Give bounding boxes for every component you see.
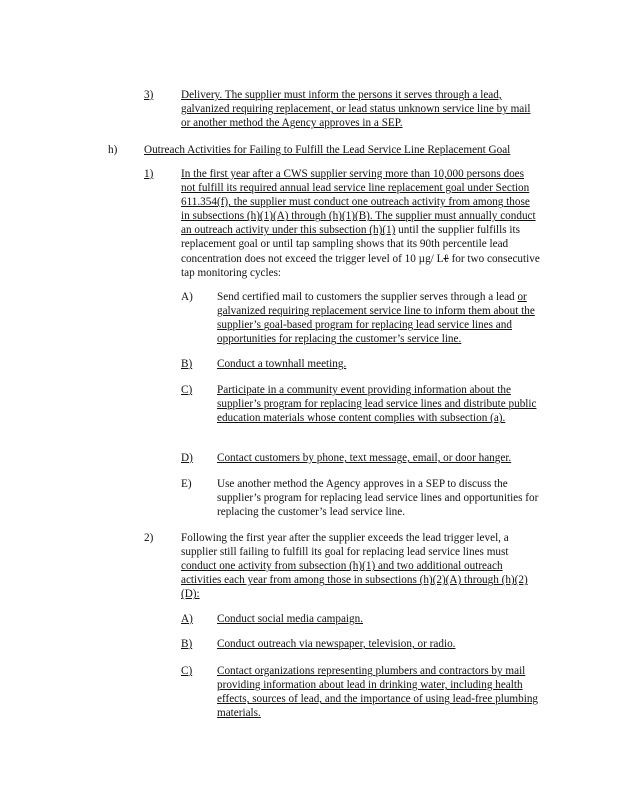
- h1-paragraph: [181, 167, 541, 280]
- h1a-text-underlined: or galvanized requiring replacement service line to inform them about the supplier’s goal-based program for replacing lead service lines and opportunities for replacing the customer’s service line.: [217, 291, 535, 346]
- h2b-label: B): [181, 638, 193, 650]
- h1-struck-text: ℓ: [443, 252, 449, 265]
- h1b-text: Conduct a townhall meeting.: [217, 358, 347, 370]
- h1a-text: [217, 290, 539, 346]
- h1b-label: B): [181, 358, 193, 370]
- h2a-label: A): [181, 613, 193, 625]
- h1d-text: Contact customers by phone, text message, email, or door hanger.: [217, 452, 512, 464]
- h2b-text: Conduct outreach via newspaper, television, or radio.: [217, 638, 456, 650]
- h2-label: 2): [144, 532, 154, 544]
- h2c-text: Contact organizations representing plumbers and contractors by mail providing information about lead in drinking water, including health effects, sources of lead, and the importance of using lead-free plumbing materials.: [217, 665, 539, 720]
- h1e-label: E): [181, 478, 192, 490]
- h1e-text: Use another method the Agency approves in a SEP to discuss the supplier’s program for replacing lead service lines and opportunities for replacing the customer’s lead service line.: [217, 478, 539, 519]
- h2-underlined-text: conduct one activity from subsection (h)(1) and two additional outreach activities each year from among those in subsections (h)(2)(A) through (h)(2)(D):: [181, 560, 528, 601]
- h1c-text: Participate in a community event providing information about the supplier’s program for replacing lead service lines and distribute public education materials whose content complies with subsection (a).: [217, 384, 537, 425]
- section-h-title: Outreach Activities for Failing to Fulfill the Lead Service Line Replacement Goal: [144, 144, 511, 156]
- h1c-label: C): [181, 384, 193, 396]
- h2c-label: C): [181, 665, 193, 677]
- h1a-label: A): [181, 291, 193, 303]
- delivery-paragraph: Delivery. The supplier must inform the persons it serves through a lead, galvanized requiring replacement, or lead status unknown service line by mail or another method the Agency approves in a SEP.: [181, 89, 531, 130]
- h1a-text-plain: Send certified mail to customers the supplier serves through a lead: [217, 291, 518, 303]
- h2-plain-text: Following the first year after the supplier exceeds the lead trigger level, a supplier still failing to fulfill its goal for replacing lead service lines must: [181, 532, 509, 559]
- h2a-text: Conduct social media campaign.: [217, 613, 364, 625]
- h1d-label: D): [181, 452, 193, 464]
- h2-paragraph: [181, 531, 541, 601]
- h1-label: 1): [144, 168, 154, 180]
- h1-underlined-text: In the first year after a CWS supplier serving more than 10,000 persons does not fulfill its required annual lead service line replacement goal under Section 611.354(f), the supplier must conduct one outreach activity from among those in subsections (h)(1)(A) through (h)(1)(B). The supplier must annually conduct an outreach activity under this subsection (h)(1): [181, 168, 536, 237]
- item-3-label: 3): [144, 89, 154, 101]
- h1-plain-text: until the supplier fulfills its replacement goal or until tap sampling shows that its 90th percentile lead concentration does not exceed the trigger level of 10 µg/ L: [181, 224, 520, 265]
- section-h-label: h): [108, 144, 118, 156]
- h1-tail-text: for two consecutive tap monitoring cycles:: [181, 252, 540, 279]
